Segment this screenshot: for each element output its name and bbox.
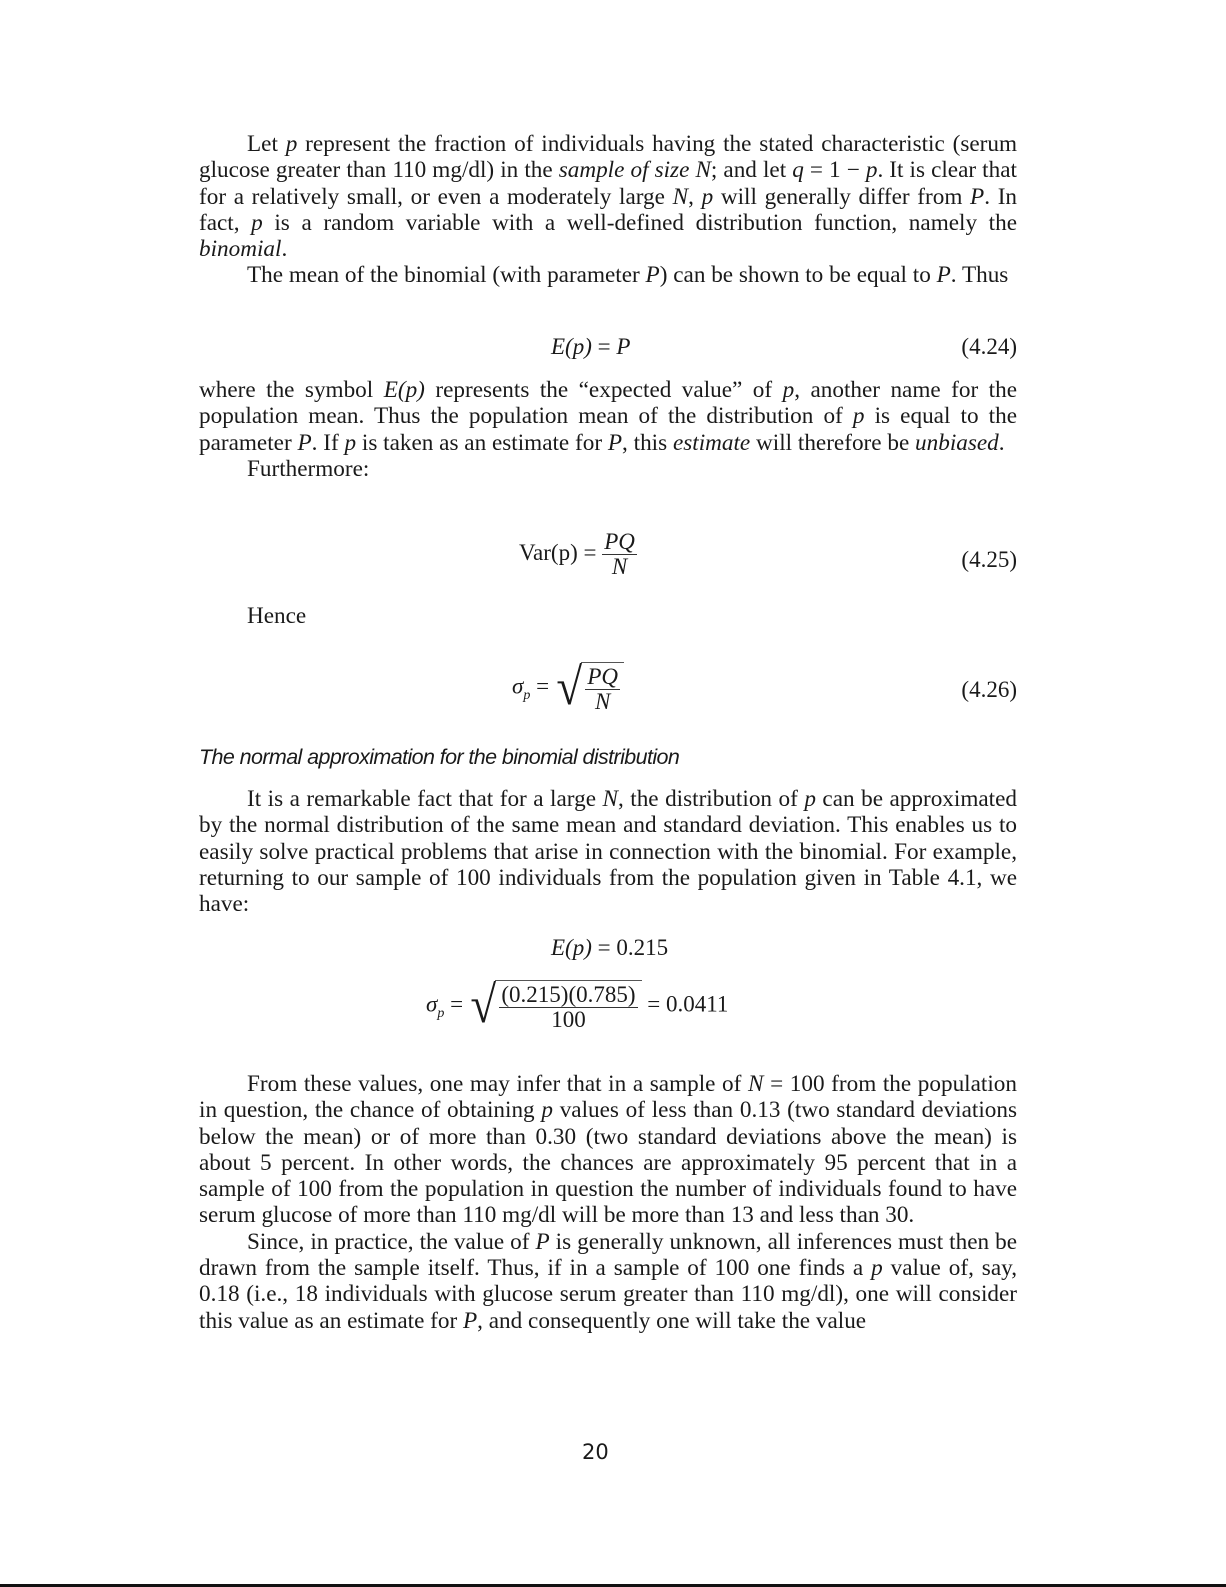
equation-4-25: Var(p) = $\frac{PQ}{N}$ bbox=[519, 529, 635, 579]
section-heading: The normal approximation for the binomial distribution bbox=[199, 745, 680, 769]
paragraph-normal-approx: It is a remarkable fact that for a large N, the distribution of p can be approximated by the normal distribution of the same mean and standard deviation. This enables us to easily solve practical problems that arise in connection with the binomial. For example, returning to our sample of 100 individuals from the population given in Table 4.1, we have: bbox=[199, 786, 1017, 918]
page-number: 20 bbox=[582, 1440, 609, 1464]
paragraph-inference: From these values, one may infer that in a sample of N = 100 from the population in question, the chance of obtaining p values of less than 0.13 (two standard deviations below the mean) or of more than 0.30 (two standard deviations above the mean) is about 5 percent. In other words, the chances are approximately 95 percent that in a sample of 100 from the population in question the number of individuals found to have serum glucose of more than 110 mg/dl will be more than 13 and less than 30. Since, in practice, the value of P is generally unknown, all inferences must then be drawn from the sample itself. Thus, if in a sample of 100 one finds a p value of, say, 0.18 (i.e., 18 individuals with glucose serum greater than 110 mg/dl), one will consider this value as an estimate for P, and consequently one will take the value bbox=[199, 1071, 1017, 1334]
paragraph-furthermore: Furthermore: bbox=[247, 455, 370, 482]
variance-lhs: Var(p) bbox=[519, 539, 578, 565]
square-root: √ $\frac{(0.215)(0.785)}{100}$ bbox=[469, 980, 642, 1032]
square-root: √ $\frac{PQ}{N}$ bbox=[555, 662, 624, 714]
paragraph-since: Since, in practice, the value of P is generally unknown, all inferences must then be drawn from the sample itself. Thus, if in a sample of 100 one finds a p value of, say, 0.18 (i.e., 18 individuals with glucose serum greater than 110 mg/dl), one will consider this value as an estimate for P, and consequently one will take the value bbox=[199, 1228, 1017, 1334]
example-standard-deviation: $\sigma_p$ = √ $\frac{(0.215)(0.785)}{100}$ = 0.0411 bbox=[426, 977, 729, 1034]
equation-4-24: E(p) = P bbox=[551, 334, 631, 359]
paragraph-hence: Hence bbox=[247, 603, 307, 629]
fraction: $\frac{PQ}{N}$ bbox=[604, 529, 635, 579]
paragraph-3: where the symbol E(p) represents the “expected value” of p, another name for the population mean. Thus the population mean of the distribution of p is equal to the parameter P. If p is taken as an estimate for P, this estimate will therefore be unbiased. Furthermore: bbox=[199, 377, 1017, 482]
paragraph-1: Let p represent the fraction of individuals having the stated characteristic (serum glucose greater than 110 mg/dl) in the sample of size N; and let q = 1 − p. It is clear that for a relatively small, or even a moderately large N, p will generally differ from P. In fact, p is a random variable with a well-defined distribution function, namely the binomial. The mean of the binomial (with parameter P) can be shown to be equal to P. Thus bbox=[199, 131, 1018, 289]
equation-number-4-24: (4.24) bbox=[961, 334, 1017, 359]
paragraph-2: The mean of the binomial (with parameter P) can be shown to be equal to P. Thus bbox=[247, 262, 1009, 289]
equation-4-26: $\sigma_p$ = √ $\frac{PQ}{N}$ bbox=[512, 662, 624, 714]
example-expected-value: E(p) = 0.215 bbox=[551, 935, 669, 960]
equation-number-4-25: (4.25) bbox=[961, 547, 1017, 572]
equation-number-4-26: (4.26) bbox=[961, 677, 1017, 702]
